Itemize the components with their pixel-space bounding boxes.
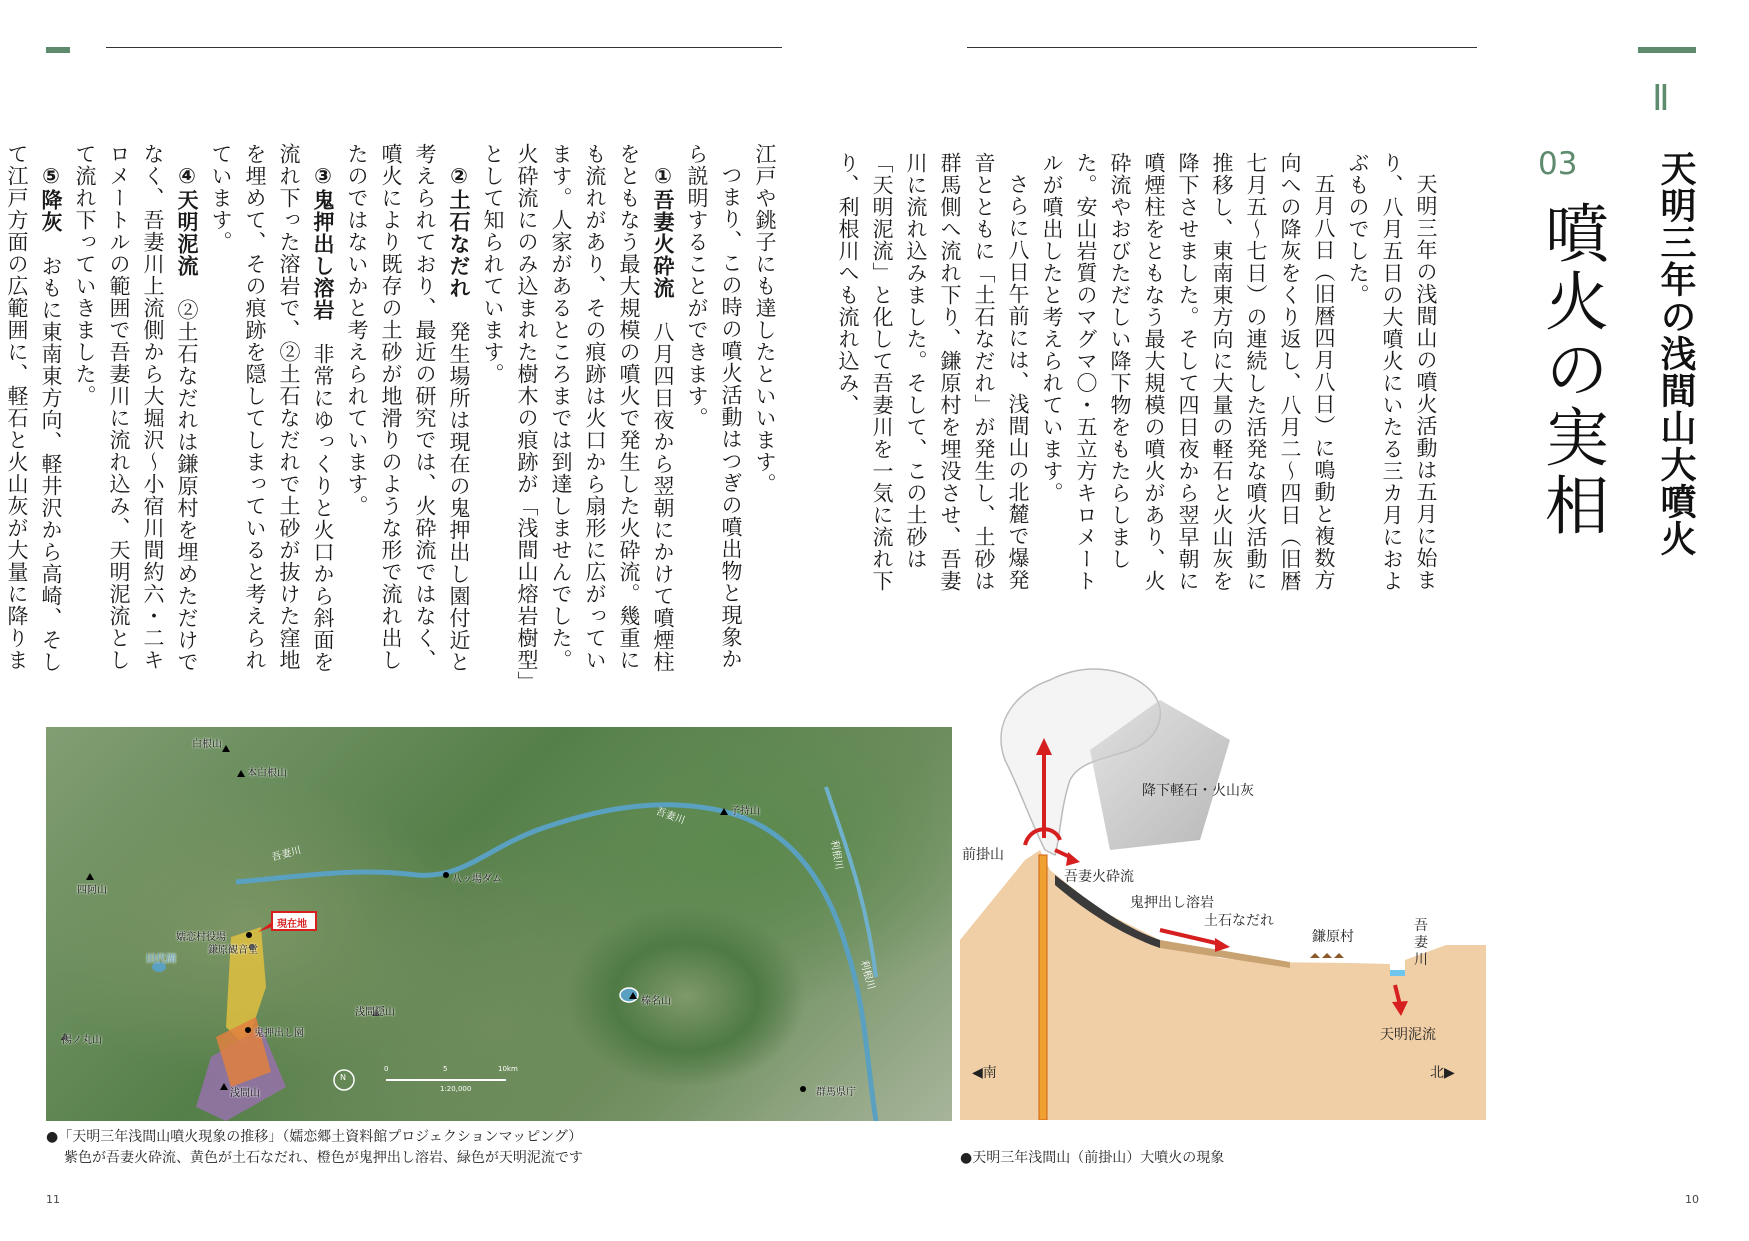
list-item xyxy=(204,143,340,688)
diagram-label: 吾妻火砕流 xyxy=(1064,869,1134,885)
map-label: 田代湖 xyxy=(146,954,176,965)
mountain-icon xyxy=(237,770,245,777)
section-number: 03 xyxy=(1538,146,1578,182)
map-label: 白根山 xyxy=(192,739,222,750)
yakuba-marker xyxy=(246,932,252,938)
map-label: 四阿山 xyxy=(77,885,107,896)
mountain-icon xyxy=(222,745,230,752)
map-label: 浅間隠山 xyxy=(355,1007,395,1018)
caption-line: ●「天明三年浅間山噴火現象の推移」（嬬恋郷土資料館プロジェクションマッピング） xyxy=(46,1129,583,1145)
scale-label: 0 xyxy=(384,1065,389,1073)
right-body-text xyxy=(836,152,1443,610)
map-overlay xyxy=(46,727,952,1121)
house-icon xyxy=(1334,953,1344,958)
map-label: 浅間山 xyxy=(230,1088,260,1099)
diagram-caption: ●天明三年浅間山（前掛山）大噴火の現象 xyxy=(960,1150,1225,1166)
item-heading: ②土石なだれ xyxy=(447,164,471,299)
paragraph: さらに八日午前には、浅間山の北麓で爆発音とともに「土石なだれ」が発生し、土砂は群馬側へ流れ下り、鎌原村を埋没させ、吾妻川に流れ込みました。そして、この土砂は「天明泥流」と化して吾妻川を一気に流れ下り、利根川へも流れ込み、 xyxy=(836,152,1030,592)
paragraph: 五月八日（旧暦四月八日）に鳴動と複数方向への降灰をくり返し、八月二〜四日（旧暦七月五〜七日）の連続した活発な噴火活動に推移し、東南東方向に大量の軽石と火山灰を降下させました。そして四日夜から翌早朝に噴煙柱をともなう最大規模の噴火があり、火砕流やおびただしい降下物をもたらしました。安山岩質のマグマ〇・五立方キロメートルが噴出したと考えられています。 xyxy=(1040,152,1336,592)
map-label: 湯ノ丸山 xyxy=(62,1035,102,1046)
left-body-text xyxy=(5,143,782,688)
mountain-icon xyxy=(86,873,94,880)
item-text: 八月四日夜から翌朝にかけて噴煙柱をともなう最大規模の噴火で発生した火砕流。幾重にも流れがあり、その痕跡は火口から扇形に広がっています。人家があるところまでは到達しませんでした。火砕流にのみ込まれた樹木の痕跡が「浅間山熔岩樹型」として知られています。 xyxy=(481,143,675,683)
section-title: 噴火の実相 xyxy=(1534,200,1608,540)
paragraph: つまり、この時の噴火活動はつぎの噴出物と現象から説明することができます。 xyxy=(685,143,743,670)
arrow-head xyxy=(1066,852,1080,866)
callout-pointer xyxy=(258,922,272,932)
north-label: N xyxy=(340,1073,346,1082)
chapter-title: 天明三年の浅間山大噴火 xyxy=(1655,150,1696,557)
river-agatsuma xyxy=(236,805,876,1121)
map-label: 榛名山 xyxy=(641,996,671,1007)
diagram-label: 吾妻川 xyxy=(1414,918,1428,968)
left-header-rule xyxy=(106,47,782,48)
page-number-right: 10 xyxy=(1685,1193,1699,1206)
paragraph: 江戸や銚子にも達したといいます。 xyxy=(753,143,777,495)
map-label: 鬼押出し園 xyxy=(254,1028,304,1039)
list-item xyxy=(476,143,680,688)
map-label: 利根川 xyxy=(857,959,877,991)
lake-haruna xyxy=(620,988,638,1002)
map-label: 吾妻川 xyxy=(654,806,687,827)
diagram-label: 前掛山 xyxy=(962,847,1004,863)
left-accent-bar xyxy=(46,47,70,53)
magma-conduit xyxy=(1039,855,1047,1120)
right-header-rule xyxy=(967,47,1477,48)
map-label: 八ッ場ダム xyxy=(452,874,502,885)
item-text: 発生場所は現在の鬼押出し園付近と考えられており、最近の研究では、火砕流ではなく、噴火により既存の土砂が地滑りのような形で流れ出したのではないかと考えられています。 xyxy=(345,143,471,673)
diagram-svg xyxy=(960,640,1486,1120)
arrow-head xyxy=(1215,938,1230,952)
diagram-label: 鬼押出し溶岩 xyxy=(1130,895,1214,911)
item-heading: ①吾妻火砕流 xyxy=(651,164,675,299)
right-accent-bar xyxy=(1638,47,1696,53)
diagram-label: 降下軽石・火山灰 xyxy=(1142,783,1254,799)
scale-label: 10km xyxy=(498,1065,518,1073)
dam-marker xyxy=(443,872,449,878)
scale-label: 5 xyxy=(443,1065,448,1073)
list-item xyxy=(340,143,476,688)
item-text: 非常にゆっくりと火口から斜面を流れ下った溶岩で、②土石なだれで土砂が抜けた窪地を埋めて、その痕跡を隠してしまっていると考えられています。 xyxy=(209,143,335,673)
list-item xyxy=(0,143,68,688)
river-tone xyxy=(826,787,876,977)
item-heading: ④天明泥流 xyxy=(175,164,199,277)
map-label: 現在地 xyxy=(277,919,307,930)
diagram-label: 北▶ xyxy=(1430,1065,1455,1081)
map-label: 群馬県庁 xyxy=(816,1087,856,1098)
item-heading: ⑤降灰 xyxy=(39,164,63,233)
diagram-label: 鎌原村 xyxy=(1312,929,1354,945)
chapter-numeral: Ⅱ xyxy=(1652,78,1670,119)
paragraph: 天明三年の浅間山の噴火活動は五月に始まり、八月五日の大噴火にいたる三カ月におよぶものでした。 xyxy=(1346,152,1438,592)
page-number-left: 11 xyxy=(46,1193,60,1206)
house-icon xyxy=(1310,953,1320,958)
onioshidashi-marker xyxy=(245,1027,251,1033)
scale-label: 1:20,000 xyxy=(440,1085,472,1093)
house-icon xyxy=(1322,953,1332,958)
item-text: おもに東南東方向、軽井沢から高崎、そして江戸方面の広範囲に、軽石と火山灰が大量に降りま xyxy=(5,143,63,673)
river-water xyxy=(1390,970,1405,976)
map-label: 鎌原観音堂 xyxy=(208,945,258,956)
diagram-label: 天明泥流 xyxy=(1380,1027,1436,1043)
map-caption xyxy=(46,1127,583,1169)
map-label: 本白根山 xyxy=(247,768,287,779)
list-item xyxy=(68,143,204,688)
item-heading: ③鬼押出し溶岩 xyxy=(311,164,335,321)
terrain-map xyxy=(46,727,952,1121)
scale-bar xyxy=(386,1079,506,1081)
kencho-marker xyxy=(800,1086,806,1092)
map-label: 子持山 xyxy=(730,806,760,817)
map-label: 吾妻川 xyxy=(270,845,303,864)
diagram-label: 土石なだれ xyxy=(1204,913,1274,929)
map-label: 嬬恋村役場 xyxy=(176,932,226,943)
eruption-diagram xyxy=(960,640,1486,1120)
item-text: ②土石なだれは鎌原村を埋めただけでなく、吾妻川上流側から大堀沢〜小宿川間約六・二キロメートルの範囲で吾妻川に流れ込み、天明泥流として流れ下っていきました。 xyxy=(73,143,199,673)
diagram-label: ◀南 xyxy=(972,1065,997,1081)
caption-line: 紫色が吾妻火砕流、黄色が土石なだれ、橙色が鬼押出し溶岩、緑色が天明泥流です xyxy=(64,1150,583,1166)
map-label: 利根川 xyxy=(828,839,845,871)
